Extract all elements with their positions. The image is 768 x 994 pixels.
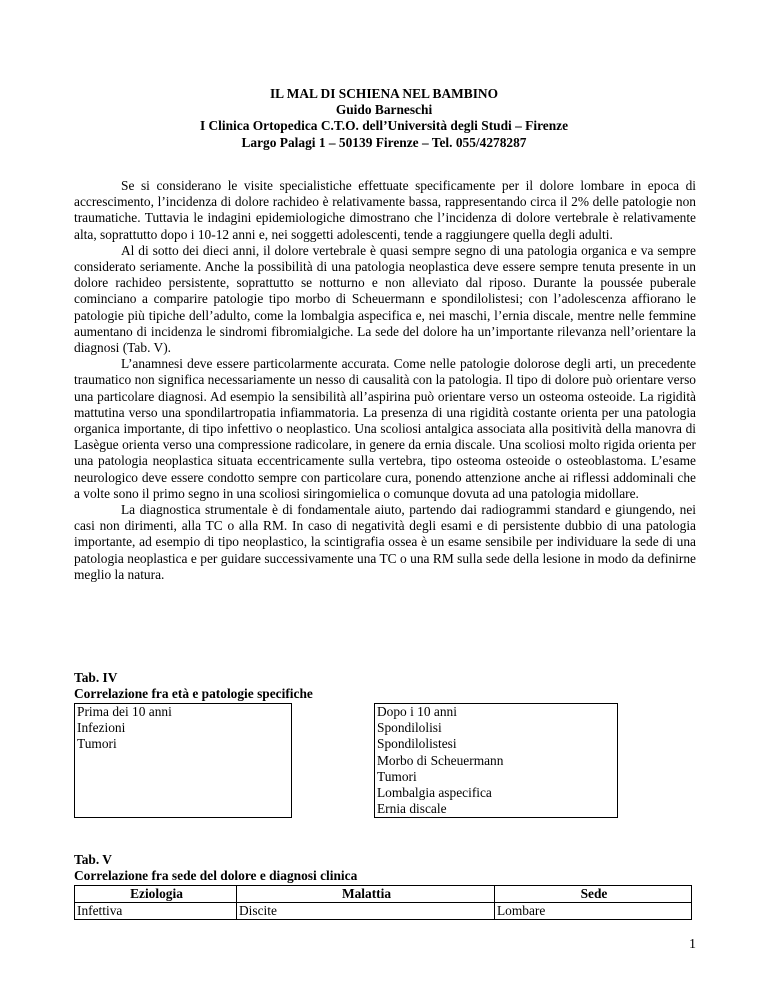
paragraph: La diagnostica strumentale è di fondamentale aiuto, partendo dai radiogrammi standard e giungendo, nei casi non dirimenti, alla TC o alla RM. In caso di negatività degli esami e di persistente dubbio di una patologia importante, ad esempio di tipo neoplastico, la scintigrafia ossea è un esame sensibile per individuare la sede di una patologia neoplastica e per guidare successivamente una TC o una RM sulla sede della lesione in modo da definirne meglio la natura.	[74, 502, 696, 582]
table4-age-pathology	[74, 703, 618, 818]
table4-right-item: Lombalgia aspecifica	[377, 785, 492, 801]
paragraph: Se si considerano le visite specialistiche effettuate specificamente per il dolore lombare in epoca di accrescimento, l’incidenza di dolore rachideo è relativamente bassa, rappresentando circa il 2% delle patologie non traumatiche. Tuttavia le indagini epidemiologiche dimostrano che l’incidenza di dolore vertebrale è relativamente alta, soprattutto dopo i 10-12 anni e, nei soggetti adolescenti, tende a raggiungere quella degli adulti.	[74, 178, 696, 242]
table5-cell-etiology: Infettiva	[75, 903, 237, 920]
table4-left-item: Tumori	[77, 736, 117, 752]
table4-right-item: Morbo di Scheuermann	[377, 752, 504, 768]
table5-site-diagnosis	[74, 885, 692, 920]
table4-right-item: Spondilolisi	[377, 720, 442, 736]
table4-right-item: Tumori	[377, 768, 417, 784]
table5-heading	[74, 852, 357, 884]
table4-right-item: Ernia discale	[377, 801, 447, 817]
page-number: 1	[689, 937, 696, 952]
table-row	[75, 903, 692, 920]
table4-right-column	[375, 704, 618, 818]
table5-caption: Correlazione fra sede del dolore e diagnosi clinica	[74, 868, 358, 884]
table4-right-header: Dopo i 10 anni	[377, 704, 457, 719]
table5-cell-disease: Discite	[237, 903, 495, 920]
table5-header-row	[75, 886, 692, 903]
author-name: Guido Barneschi	[335, 102, 433, 118]
table5-label: Tab. V	[74, 852, 112, 867]
table5-header-site: Sede	[495, 886, 692, 903]
paragraph: Al di sotto dei dieci anni, il dolore vertebrale è quasi sempre segno di una patologia organica e va sempre considerato seriamente. Anche la possibilità di una patologia neoplastica deve essere sempre tenuta presente in un dolore rachideo persistente, soprattutto se notturno e non alleviato dal riposo. Durante la poussée puberale cominciano a comparire patologie tipo morbo di Scheuermann e spondilolistesi; con l’adolescenza affiorano le patologie più tipiche dell’adulto, come la lombalgia aspecifica e, nei maschi, l’ernia discale, mentre nelle femmine aumentano di incidenza le sindromi fibromialgiche. La sede del dolore ha un’importante rilevanza nell’orientare la diagnosi (Tab. V).	[74, 242, 696, 356]
table4-left-column	[75, 704, 292, 818]
body-text	[74, 178, 696, 583]
table4-label: Tab. IV	[74, 670, 118, 685]
document-header	[0, 86, 768, 151]
table4-left-item: Infezioni	[77, 720, 126, 736]
table4-caption: Correlazione fra età e patologie specifiche	[74, 686, 313, 702]
table4-left-header: Prima dei 10 anni	[77, 704, 172, 719]
table4-heading	[74, 670, 313, 702]
document-title: IL MAL DI SCHIENA NEL BAMBINO	[269, 86, 499, 101]
paragraph: L’anamnesi deve essere particolarmente accurata. Come nelle patologie dolorose degli arti, un precedente traumatico non significa necessariamente un nesso di causalità con la patologia. Il tipo di dolore può orientare verso una particolare diagnosi. Ad esempio la sensibilità all’aspirina può orientare verso un osteoma osteoide. La rigidità mattutina verso una spondilartropatia infiammatoria. La presenza di una rigidità costante orienta per una patologia organica importante, di tipo infettivo o neoplastico. Una scoliosi antalgica associata alla positività della manovra di Lasègue orienta verso una compressione radicolare, in genere da ernia discale. Una scoliosi molto rigida orienta per una patologia neoplastica situata eccentricamente sulla vertebra, tipo osteoma osteoide o osteoblastoma. L’esame neurologico deve essere condotto sempre con particolare cura, ponendo attenzione anche ai riflessi addominali che a volte sono il primo segno in una scoliosi siringomielica o comunque dovuta ad una patologia midollare.	[74, 356, 696, 501]
table5-header-disease: Malattia	[237, 886, 495, 903]
table4-right-item: Spondilolistesi	[377, 736, 457, 752]
author-affiliation: I Clinica Ortopedica C.T.O. dell’Università degli Studi – Firenze	[199, 118, 569, 134]
table4-gap	[292, 704, 375, 818]
table5-cell-site: Lombare	[495, 903, 692, 920]
table5-header-etiology: Eziologia	[75, 886, 237, 903]
author-address: Largo Palagi 1 – 50139 Firenze – Tel. 055/4278287	[241, 134, 527, 150]
